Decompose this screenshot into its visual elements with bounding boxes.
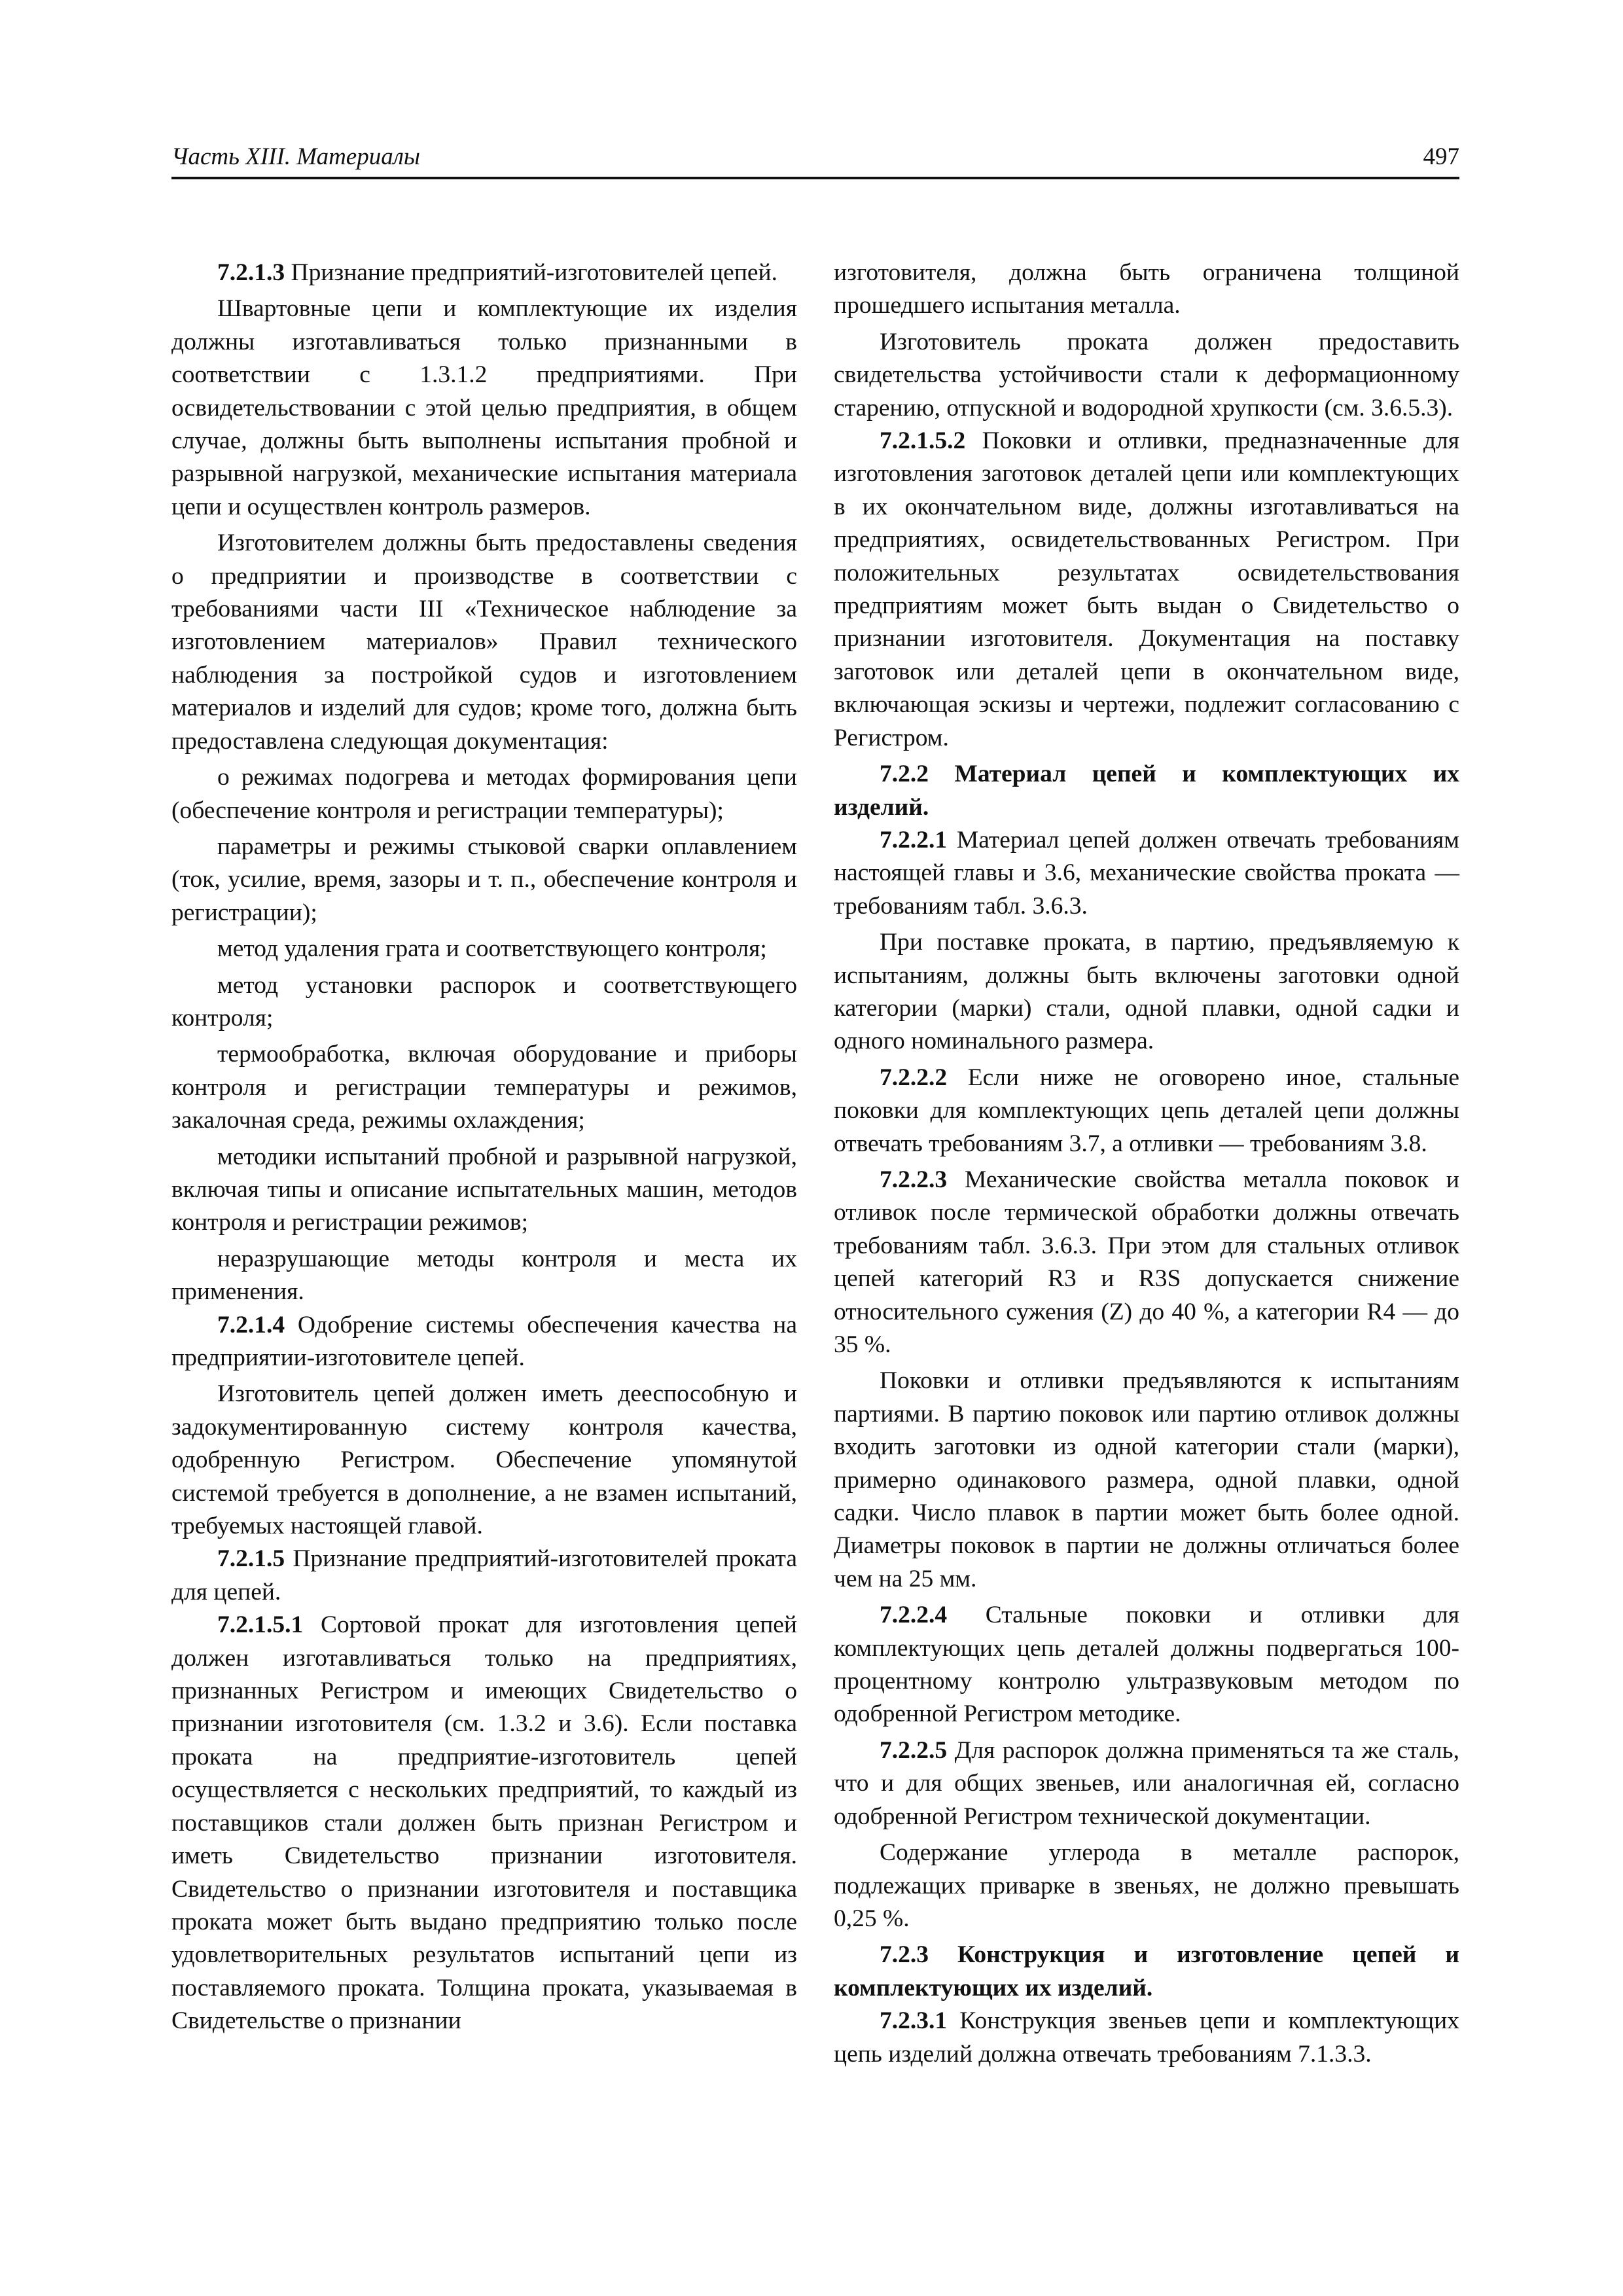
paragraph xyxy=(834,257,1459,323)
heading-text: 7.2.3 Конструкция и изготовление цепей и комплектующих их изделий. xyxy=(834,1941,1459,2001)
paragraph xyxy=(834,1837,1459,1935)
list-item xyxy=(171,969,797,1035)
header-rule xyxy=(171,177,1459,179)
paragraph xyxy=(834,1734,1459,1833)
section-heading xyxy=(834,1939,1459,2005)
paragraph-text: Изготовитель проката должен предоставить свидетельства устойчивости стали к деформационному старению, отпускной и водородной хрупкости (см. 3.6.5.3). xyxy=(834,328,1459,422)
paragraph-text: изготовителя, должна быть ограничена толщиной прошедшего испытания металла. xyxy=(834,259,1459,319)
paragraph xyxy=(834,824,1459,923)
heading-text: 7.2.2 Материал цепей и комплектующих их изделий. xyxy=(834,761,1459,821)
paragraph-text: Изготовитель цепей должен иметь дееспособную и задокументированную систему контроля качества, одобренную Регистром. Обеспечение упомянутой системой требуется в дополнение, а не взамен испытаний, требуемых настоящей главой. xyxy=(171,1380,797,1540)
paragraph xyxy=(834,425,1459,755)
paragraph-text: параметры и режимы стыковой сварки оплавлением (ток, усилие, время, зазоры и т. п., обеспечение контроля и регистрации); xyxy=(171,833,797,926)
paragraph-text: Если ниже не оговорено иное, стальные поковки для комплектующих цепь деталей цепи должны отвечать требованиям 3.7, а отливки — требованиям 3.8. xyxy=(834,1064,1459,1157)
paragraph xyxy=(834,926,1459,1058)
running-header xyxy=(171,139,1459,178)
paragraph-text: Материал цепей должен отвечать требованиям настоящей главы и 3.6, механические свойства проката — требованиям табл. 3.6.3. xyxy=(834,826,1459,920)
paragraph xyxy=(171,257,797,289)
page-number: 497 xyxy=(1423,143,1459,170)
paragraph-text: Изготовителем должны быть предоставлены сведения о предприятии и производстве в соответствии с требованиями части III «Техническое наблюдение за изготовлением материалов» Правил технического наблюдения за постройкой судов и изготовлением материалов и изделий для судов; кроме того, должна быть предоставлена следующая документация: xyxy=(171,529,797,755)
paragraph-text: Стальные поковки и отливки для комплектующих цепь деталей должны подвергаться 100-процентному контролю ультразвуковым методом по одобренной Регистром методике. xyxy=(834,1602,1459,1728)
list-item xyxy=(171,761,797,827)
paragraph xyxy=(834,2005,1459,2071)
paragraph-text: методики испытаний пробной и разрывной нагрузкой, включая типы и описание испытательных машин, методов контроля и регистрации режимов; xyxy=(171,1143,797,1236)
clause-number: 7.2.2.5 xyxy=(880,1736,948,1764)
paragraph-text: о режимах подогрева и методах формирования цепи (обеспечение контроля и регистрации температуры); xyxy=(171,764,797,824)
clause-number: 7.2.1.5.2 xyxy=(880,427,966,455)
clause-number: 7.2.1.5 xyxy=(217,1545,285,1573)
paragraph xyxy=(171,1543,797,1609)
clause-number: 7.2.1.4 xyxy=(217,1311,285,1338)
paragraph-text: Поковки и отливки предъявляются к испытаниям партиями. В партию поковок или партию отливок должны входить заготовки из одной категории стали (марки), примерно одинакового размера, одной плавки, одной садки. Число плавок в партии может быть более одной. Диаметры поковок в партии не должны отличаться более чем на 25 мм. xyxy=(834,1367,1459,1592)
section-heading xyxy=(834,758,1459,824)
list-item xyxy=(171,1038,797,1137)
paragraph-text: Сортовой прокат для изготовления цепей должен изготавливаться только на предприятиях, признанных Регистром и имеющих Свидетельство о признании изготовителя (см. 1.3.2 и 3.6). Если поставка проката на предприятие-изготовитель цепей осуществляется с нескольких предприятий, то каждый из поставщиков стали должен быть признан Регистром и иметь Свидетельство признании изготовителя. Свидетельство о признании изготовителя и поставщика проката может быть выдано предприятию только после удовлетворительных результатов испытаний цепи из поставляемого проката. Толщина проката, указываемая в Свидетельстве о признании xyxy=(171,1611,797,2035)
section-title: Часть XIII. Материалы xyxy=(171,143,420,170)
paragraph xyxy=(171,527,797,758)
paragraph-text: Поковки и отливки, предназначенные для изготовления заготовок деталей цепи или комплектующих в их окончательном виде, должны изготавливаться на предприятиях, освидетельствованных Регистром. При положительных результатах освидетельствования предприятиям может быть выдан о Свидетельство о признании изготовителя. Документация на поставку заготовок или деталей цепи в окончательном виде, включающая эскизы и чертежи, подлежит согласованию с Регистром. xyxy=(834,427,1459,751)
paragraph xyxy=(171,1309,797,1375)
clause-number: 7.2.1.3 xyxy=(217,259,285,286)
clause-number: 7.2.2.4 xyxy=(880,1602,948,1629)
paragraph-text: неразрушающие методы контроля и места их применения. xyxy=(171,1245,797,1306)
clause-number: 7.2.3.1 xyxy=(880,2007,948,2035)
right-column xyxy=(834,257,1459,2071)
clause-number: 7.2.2.2 xyxy=(880,1064,948,1091)
clause-number: 7.2.2.1 xyxy=(880,826,948,853)
paragraph-text: Признание предприятий-изготовителей цепей. xyxy=(285,259,777,286)
left-column xyxy=(171,257,797,2038)
paragraph-text: метод установки распорок и соответствующего контроля; xyxy=(171,971,797,1031)
paragraph xyxy=(834,1062,1459,1160)
paragraph xyxy=(834,1599,1459,1731)
paragraph xyxy=(834,326,1459,425)
paragraph-text: Для распорок должна применяться та же сталь, что и для общих звеньев, или аналогичная ей, согласно одобренной Регистром технической документации. xyxy=(834,1736,1459,1830)
paragraph-text: При поставке проката, в партию, предъявляемую к испытаниям, должны быть включены заготовки одной категории (марки) стали, одной плавки, одной садки и одного номинального размера. xyxy=(834,929,1459,1055)
clause-number: 7.2.2.3 xyxy=(880,1166,948,1193)
list-item xyxy=(171,933,797,965)
list-item xyxy=(171,1141,797,1240)
paragraph-text: Одобрение системы обеспечения качества на предприятии-изготовителе цепей. xyxy=(171,1311,797,1371)
list-item xyxy=(171,1243,797,1309)
paragraph-text: Конструкция звеньев цепи и комплектующих цепь изделий должна отвечать требованиям 7.1.3.3. xyxy=(834,2007,1459,2068)
paragraph xyxy=(171,1378,797,1543)
paragraph-text: Швартовные цепи и комплектующие их изделия должны изготавливаться только признанными в соответствии с 1.3.1.2 предприятиями. При освидетельствовании с этой целью предприятия, в общем случае, должны быть выполнены испытания пробной и разрывной нагрузкой, механические испытания материала цепи и осуществлен контроль размеров. xyxy=(171,295,797,520)
paragraph-text: Механические свойства металла поковок и отливок после термической обработки должны отвечать требованиям табл. 3.6.3. При этом для стальных отливок цепей категорий R3 и R3S допускается снижение относительного сужения (Z) до 40 %, а категории R4 — до 35 %. xyxy=(834,1166,1459,1358)
paragraph xyxy=(171,293,797,524)
paragraph xyxy=(834,1365,1459,1596)
paragraph-text: термообработка, включая оборудование и приборы контроля и регистрации температуры и режимов, закалочная среда, режимы охлаждения; xyxy=(171,1041,797,1134)
paragraph-text: Содержание углерода в металле распорок, подлежащих приварке в звеньях, не должно превышать 0,25 %. xyxy=(834,1839,1459,1932)
paragraph xyxy=(834,1164,1459,1361)
list-item xyxy=(171,831,797,929)
paragraph xyxy=(171,1609,797,2037)
paragraph-text: Признание предприятий-изготовителей проката для цепей. xyxy=(171,1545,797,1605)
paragraph-text: метод удаления грата и соответствующего контроля; xyxy=(217,935,767,963)
clause-number: 7.2.1.5.1 xyxy=(217,1611,304,1639)
